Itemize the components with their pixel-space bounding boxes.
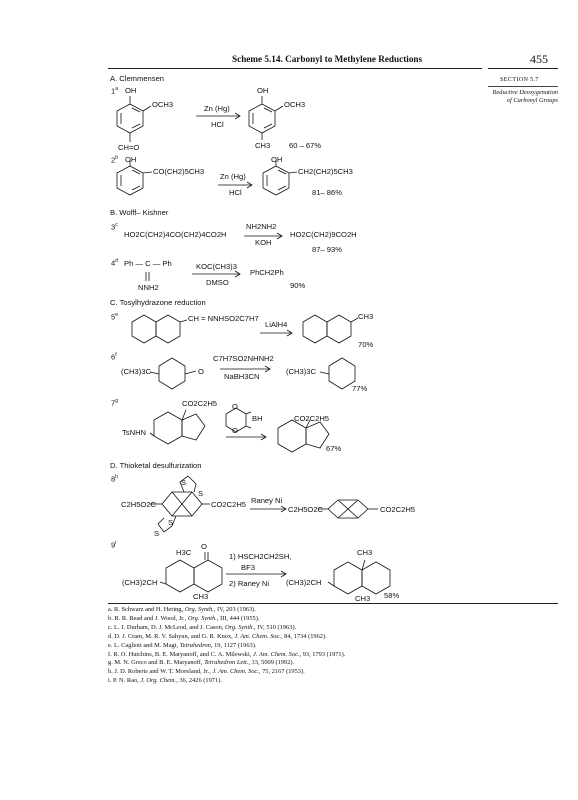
decalin-ring-9a [166,560,194,592]
footnote-e: e. L. Caglioti and M. Magi, Tetrahedron, 19, 1127 (1963). [108,641,257,649]
e2-reagent-top: Zn (Hg) [220,172,246,181]
footnote-g: g. M. N. Greco and B. E. Maryanoff, Tetrahedron Lett., 33, 5009 (1992). [108,659,295,667]
e2-yield: 81– 86% [312,188,342,197]
e9-product-isopropyl: (CH3)2CH [286,578,322,587]
e5-reagent: LiAlH4 [265,320,288,329]
e9-product-ch3-bottom: CH3 [355,594,371,603]
e3-product: HO2C(CH2)9CO2H [290,230,357,239]
e6-product-tbutyl: (CH3)3C [286,367,316,376]
e9-h3c: H3C [176,548,192,557]
e1-yield: 60 – 67% [289,141,322,150]
e7-tsnhn: TsNHN [122,428,147,437]
e3-reactant: HO2C(CH2)4CO(CH2)4CO2H [124,230,227,239]
sidebar-subtitle: Reductive Deoxygenation of Carbonyl Groups [492,89,558,104]
e4-reagent-top: KOC(CH3)3 [196,262,237,271]
e6-reagent-top: C7H7SO2NHNH2 [213,354,274,363]
footnote-i: i. P. N. Rao, J. Org. Chem., 36, 2426 (1971). [108,677,222,685]
e8-product-ester-left: C2H5O2C [288,505,324,514]
e5-product-ch3: CH3 [358,312,374,321]
e1-product-oh: OH [257,86,269,95]
e9-ch3: CH3 [193,592,209,601]
entry-5-label: 5e [111,312,119,322]
e8-product-ester-right: CO2C2H5 [380,505,416,514]
e9-reagent-3: 2) Raney Ni [229,579,270,588]
e1-och3: OCH3 [152,100,174,109]
e7-reagent-o1: O [232,402,238,411]
e4-yield: 90% [290,281,306,290]
e9-product-ch3-top: CH3 [357,548,373,557]
e8-ester-right: CO2C2H5 [211,500,247,509]
e5-yield: 70% [358,340,374,349]
bicyclic-ring-7a [154,412,182,444]
e9-reagent-1: 1) HSCH2CH2SH, [229,552,292,561]
e4-reactant-bottom: NNH2 [138,283,159,292]
e7-reagent-o2: O [232,426,238,435]
e3-reagent-bottom: KOH [255,238,272,247]
e4-reactant-top: Ph — C — Ph [124,259,172,268]
e8-s-top: S [181,478,187,487]
e7-reagent-bh: BH [252,414,263,423]
footnote-f: f. R. O. Hutchins, B. E. Maryanoff, and C. A. Milewski, J. Am. Chem. Soc., 93, 1793 (1971). [108,650,346,658]
entry-9-label: 9$^i$ [111,540,117,550]
footnote-h: h. J. D. Roberts and W. T. Moreland, Jr., J. Am. Chem. Soc., 75, 2167 (1953). [108,668,305,676]
naphthalene-ring-5a [132,315,156,343]
e1-reagent-top: Zn (Hg) [204,104,230,113]
page-number: 455 [530,52,548,66]
cyclohexane-ring-6a [159,358,185,389]
section-clemmensen: A. Clemmensen [110,74,165,83]
e8-reagent: Raney Ni [251,496,283,505]
e5-substituent: CH = NNHSO2C7H7 [188,314,259,323]
e7-yield: 67% [326,444,342,453]
e9-yield: 58% [384,591,400,600]
e8-ester-left: C2H5O2C [121,500,157,509]
entry-6-label: 6$^f$ [111,352,117,362]
e1-oh: OH [125,86,137,95]
footnote-rule [108,603,558,604]
e4-product: PhCH2Ph [250,268,284,277]
e9-reagent-2: BF3 [241,563,255,572]
e4-reagent-bottom: DMSO [206,278,229,287]
e9-oxygen: O [201,542,207,551]
e8-s-top-2: S [198,489,204,498]
footnote-d: d. D. J. Cram, M. R. V. Sahyun, and G. R. Knox, J. Am. Chem. Soc., 84, 1734 (1962). [108,632,327,640]
page-title: Scheme 5.14. Carbonyl to Methylene Reductions [232,54,423,64]
entry-1-label: 1$^a$ [111,86,119,96]
e6-tbutyl: (CH3)3C [121,367,151,376]
e2-reagent-bottom: HCl [229,188,242,197]
footnote-c: c. L. J. Durham, D. J. McLeod, and J. Cason, Org. Synth., IV, 510 (1963). [108,623,297,631]
decalin-ring-9b [334,562,362,594]
e2-acyl: CO(CH2)5CH3 [153,167,205,176]
bicyclic-ring-7b [278,420,306,452]
entry-3-label: 3$^c$ [111,222,118,232]
e1-product-och3: OCH3 [284,100,306,109]
e7-ester: CO2C2H5 [182,399,218,408]
footnote-list [108,606,345,686]
sidebar-section: SECTION 5.7 [500,76,539,83]
e6-yield: 77% [352,384,368,393]
e3-yield: 87– 93% [312,245,342,254]
footnote-a: a. R. Schwarz and H. Hering, Org. Synth., IV, 203 (1963). [108,606,256,613]
e8-s-bottom: S [168,518,174,527]
entry-7-label: 7$^g$ [111,398,119,408]
e9-isopropyl: (CH3)2CH [122,578,158,587]
e2-product-alkyl: CH2(CH2)5CH3 [298,167,353,176]
e2-oh: OH [125,155,137,164]
e3-reagent-top: NH2NH2 [246,222,277,231]
section-wolff-kishner: B. Wolff– Kishner [110,208,169,217]
e1-cho: CH=O [118,143,140,152]
footnote-b: b. R. R. Read and J. Wood, Jr., Org. Synth., III, 444 (1955). [108,614,260,622]
section-thioketal: D. Thioketal desulfurization [110,461,202,470]
section-tosylhydrazone: C. Tosylhydrazone reduction [110,298,206,307]
e2-product-oh: OH [271,155,283,164]
e1-product-ch3: CH3 [255,141,271,150]
e1-reagent-bottom: HCl [211,120,224,129]
naphthalene-ring-5b [303,315,327,343]
e8-s-bottom-2: S [154,529,160,538]
e6-reagent-bottom: NaBH3CN [224,372,260,381]
e7-product-ester: CO2C2H5 [294,414,330,423]
entry-4-label: 4$^d$ [111,258,119,268]
entry-2-label: 2$^b$ [111,155,119,165]
e6-oxygen: O [198,367,204,376]
entry-8-label: 8$^h$ [111,474,119,484]
